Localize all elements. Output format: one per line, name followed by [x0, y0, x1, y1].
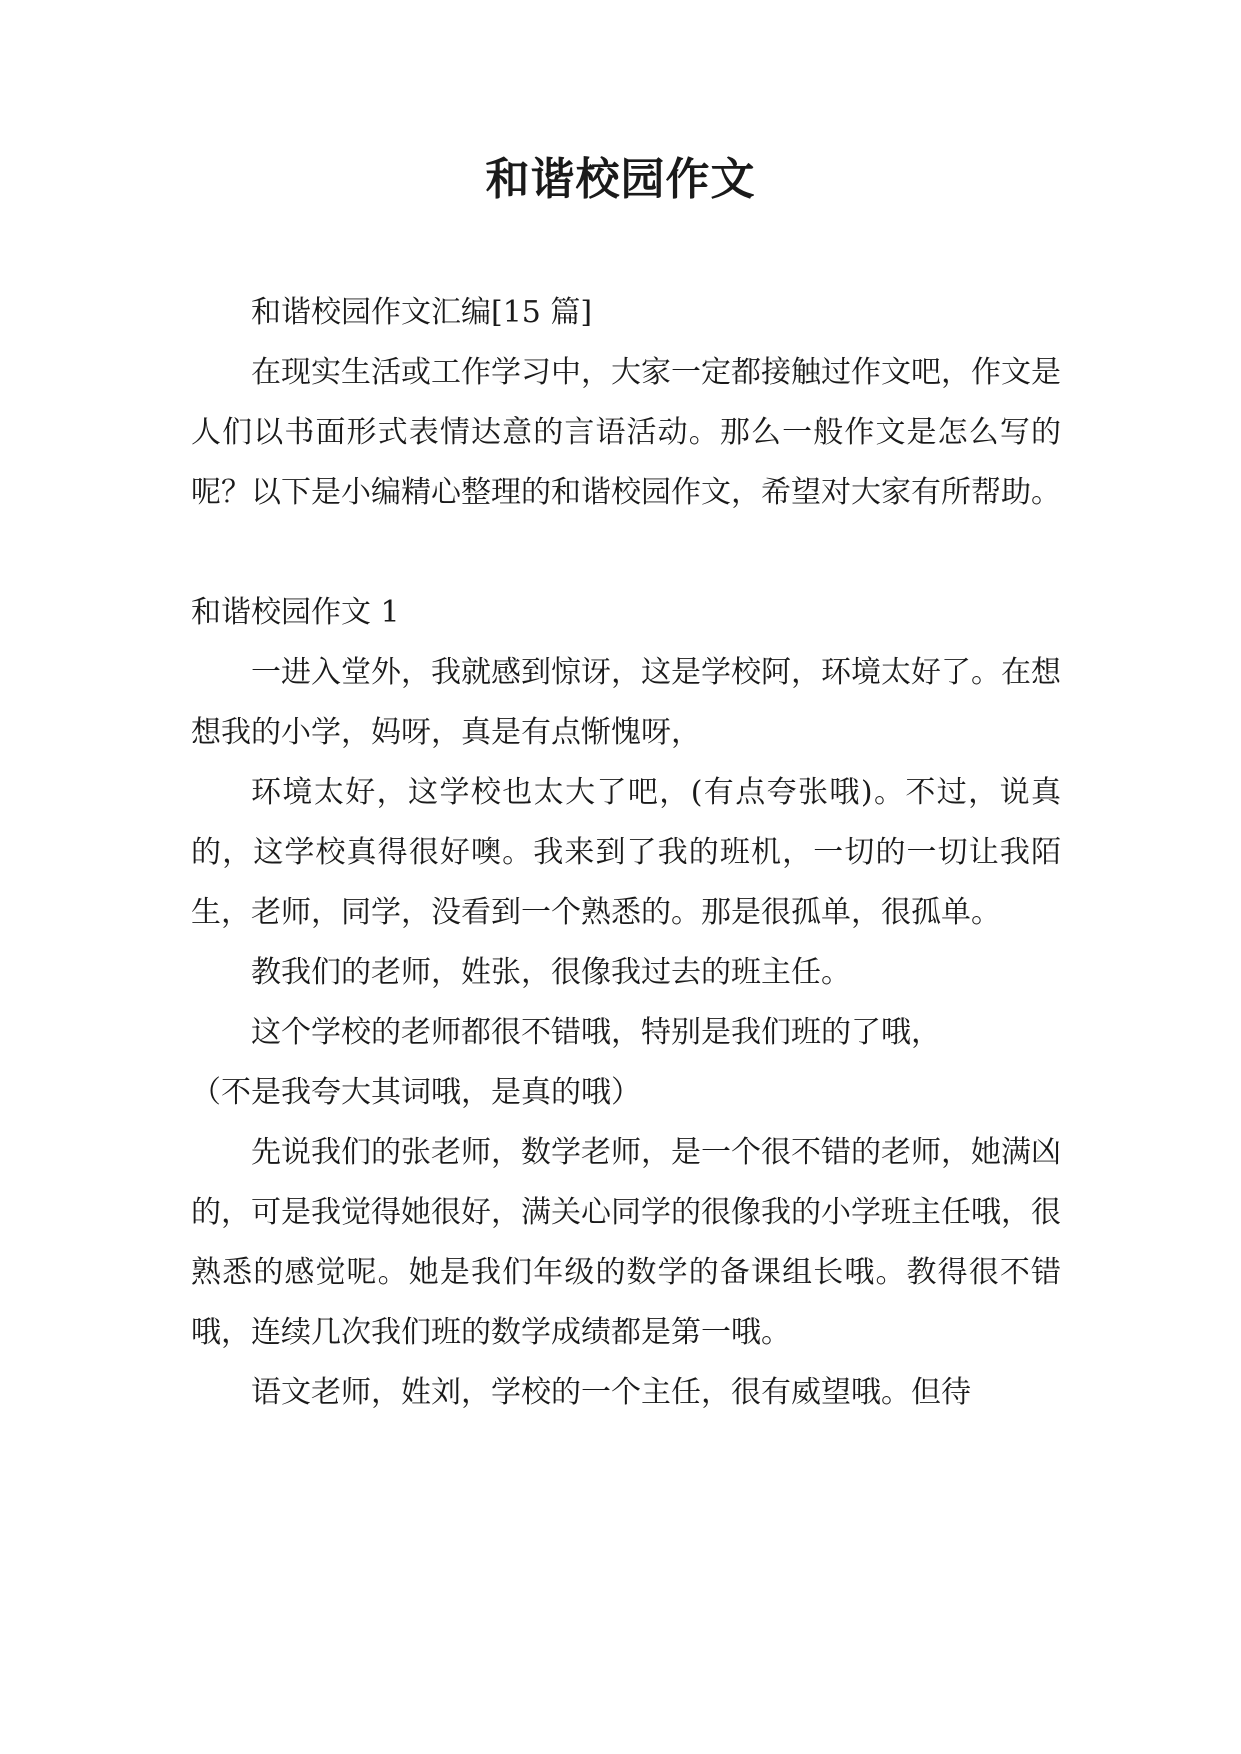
essay-paragraph: 语文老师，姓刘，学校的一个主任，很有威望哦。但待 [251, 1375, 971, 1410]
section-heading: 和谐校园作文 1 [191, 595, 400, 630]
collection-subtitle: 和谐校园作文汇编[15 篇] [251, 295, 593, 330]
document-title: 和谐校园作文 [485, 154, 756, 205]
essay-paragraph: 这个学校的老师都很不错哦，特别是我们班的了哦， [251, 1015, 941, 1050]
intro-paragraph: 在现实生活或工作学习中，大家一定都接触过作文吧，作文是人们以书面形式表情达意的言语活动。那么一般作文是怎么写的呢？以下是小编精心整理的和谐校园作文，希望对大家有所帮助。 [191, 355, 1061, 510]
aside-paragraph: （不是我夸大其词哦，是真的哦） [191, 1075, 641, 1110]
essay-paragraph: 环境太好，这学校也太大了吧，(有点夸张哦)。不过，说真的，这学校真得很好噢。我来到了我的班机，一切的一切让我陌生，老师，同学，没看到一个熟悉的。那是很孤单，很孤单。 [191, 775, 1061, 930]
essay-paragraph: 一进入堂外，我就感到惊讶，这是学校阿，环境太好了。在想想我的小学，妈呀，真是有点惭愧呀， [191, 655, 1061, 750]
essay-paragraph: 先说我们的张老师，数学老师，是一个很不错的老师，她满凶的，可是我觉得她很好，满关心同学的很像我的小学班主任哦，很熟悉的感觉呢。她是我们年级的数学的备课组长哦。教得很不错哦，连续几次我们班的数学成绩都是第一哦。 [191, 1135, 1061, 1350]
document-body [191, 283, 1061, 1423]
section-gap [191, 523, 1061, 583]
essay-paragraph: 教我们的老师，姓张，很像我过去的班主任。 [251, 955, 851, 990]
